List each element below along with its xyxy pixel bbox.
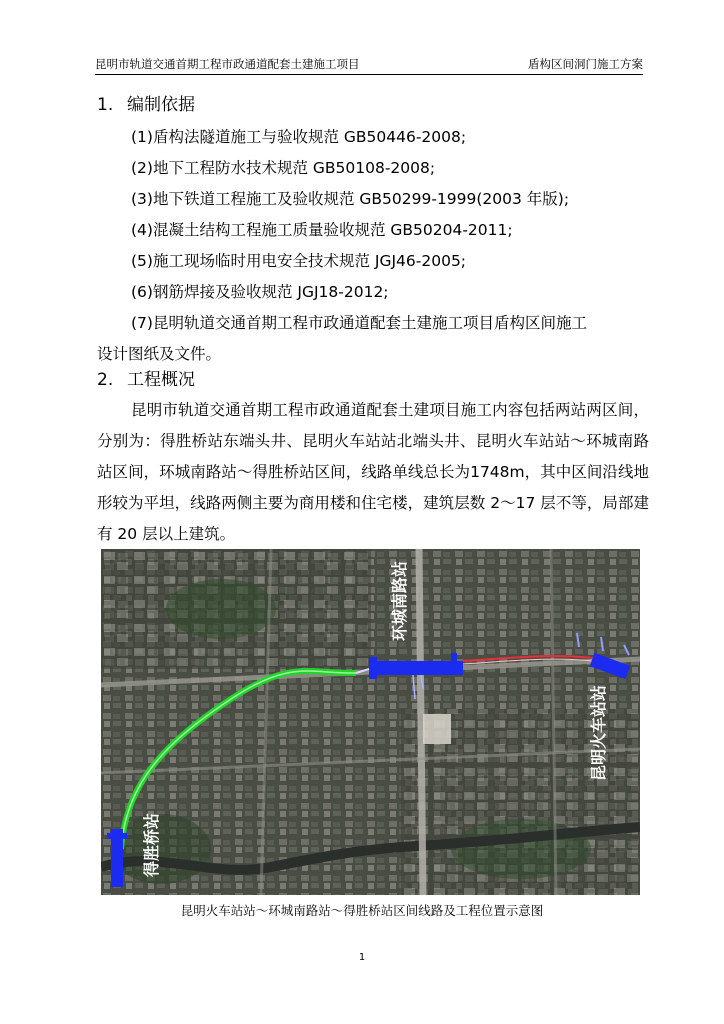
header-doc-title: 盾构区间洞门施工方案 (528, 57, 643, 71)
section-2-number: 2. (97, 370, 114, 390)
label-kunming-station: 昆明火车站站 (589, 684, 608, 781)
reference-item-2: (2)地下工程防水技术规范 GB50108-2008; (131, 159, 436, 177)
figure-caption: 昆明火车站站～环城南路站～得胜桥站区间线路及工程位置示意图 (180, 903, 544, 918)
section-2-heading (97, 367, 195, 393)
project-overview-paragraph: 昆明市轨道交通首期工程市政通道配套土建项目施工内容包括两站两区间，分别为：得胜桥站东端头井、昆明火车站站北端头井、昆明火车站站～环城南路站区间，环城南路站～得胜桥站区间，线路单线总长为1748m，其中区间沿线地形较为平坦，线路两侧主要为商用楼和住宅楼，建筑层数 2～17 层不等，局部建有 20 层以上建筑。 (97, 401, 649, 543)
reference-item-5: (5)施工现场临时用电安全技术规范 JGJ46-2005; (131, 252, 467, 270)
huancheng-station-block (369, 661, 463, 675)
section-1-title: 编制依据 (127, 95, 195, 115)
satellite-map-graphic (101, 549, 640, 895)
header-project-title: 昆明市轨道交通首期工程市政通道配套土建施工项目 (95, 57, 360, 71)
label-desheng-station: 得胜桥站 (142, 812, 161, 877)
reference-item-7: (7)昆明轨道交通首期工程市政通道配套土建施工项目盾构区间施工 (131, 314, 587, 332)
label-huancheng-station: 环城南路站 (390, 560, 409, 641)
reference-item-1: (1)盾构法隧道施工与验收规范 GB50446-2008; (131, 128, 467, 146)
section-2-title: 工程概况 (127, 370, 195, 390)
reference-item-3: (3)地下铁道工程施工及验收规范 GB50299-1999(2003 年版); (131, 190, 570, 208)
reference-item-6: (6)钢筋焊接及验收规范 JGJ18-2012; (131, 283, 389, 301)
reference-item-4: (4)混凝土结构工程施工质量验收规范 GB50204-2011; (131, 221, 513, 239)
route-location-map (101, 549, 640, 895)
page-header (95, 56, 643, 75)
section-1-number: 1. (97, 95, 114, 115)
section-1-heading (97, 92, 195, 118)
reference-item-7-continuation: 设计图纸及文件。 (97, 345, 222, 363)
page-number: 1 (358, 952, 366, 963)
